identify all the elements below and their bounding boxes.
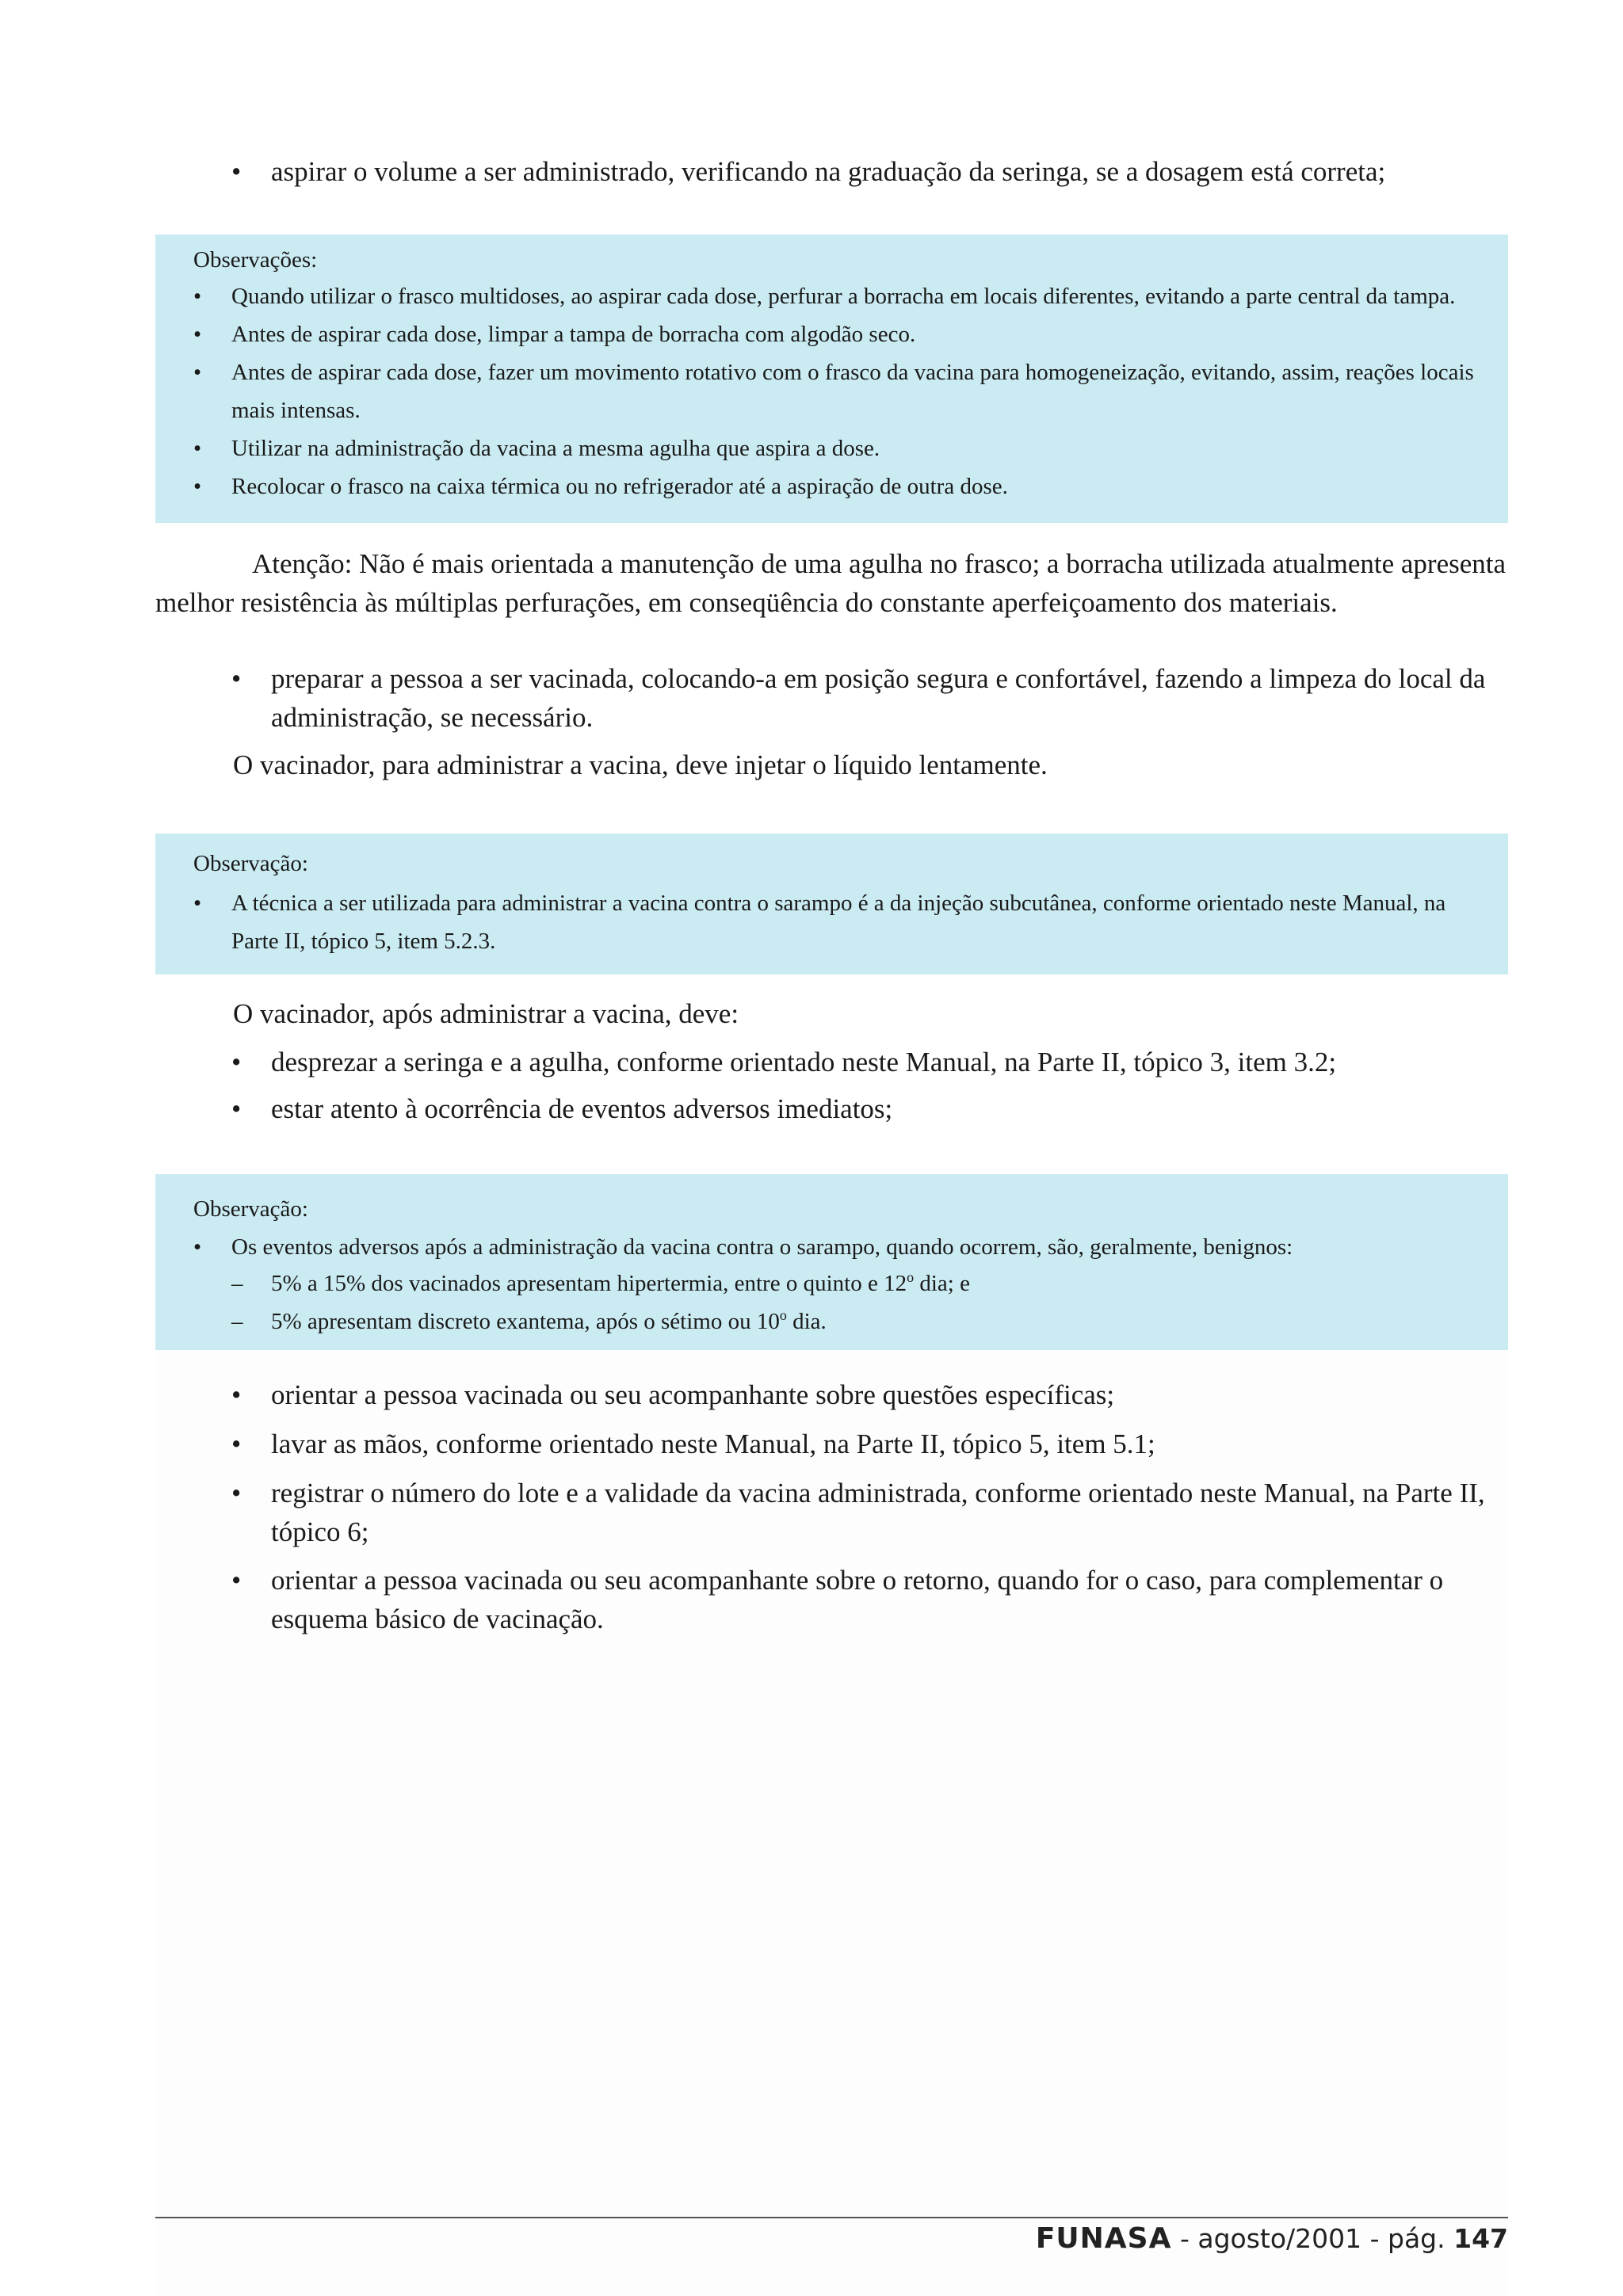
list-item-text: Antes de aspirar cada dose, fazer um movimento rotativo com o frasco da vacina para homogeneização, evitando, assim, reações locais [231,360,1474,385]
page-number: 147 [1453,2223,1508,2254]
list-item-text: administração, se necessário. [271,702,594,733]
vaccinator-paragraph: O vacinador, para administrar a vacina, deve injetar o líquido lentamente. [233,749,1048,780]
bullet-icon: • [193,891,202,916]
list-item [231,1043,1499,1081]
list-item-continuation [155,391,1508,429]
list-item [155,467,1508,505]
bullet-icon: • [193,474,202,499]
list-item-text: orientar a pessoa vacinada ou seu acompanhante sobre o retorno, quando for o caso, para complementar o [271,1565,1444,1596]
list-item [231,659,1515,737]
bullet-icon: • [231,1565,242,1596]
bullet-icon: • [231,663,242,694]
list-item [155,1228,1508,1266]
observation-title: Observação: [193,1196,308,1222]
observation-title: Observação: [193,851,308,876]
list-item [155,429,1508,467]
list-item-text: aspirar o volume a ser administrado, verificando na graduação da seringa, se a dosagem está correta; [271,156,1386,187]
observation-title: Observações: [193,247,318,273]
bullet-icon: • [231,1428,242,1459]
footer-date: - agosto/2001 - pág. [1171,2223,1454,2254]
list-item [231,1561,1515,1638]
list-item-text: Os eventos adversos após a administração da vacina contra o sarampo, quando ocorrem, são, geralmente, benignos: [231,1234,1293,1260]
bullet-icon: • [193,1234,202,1260]
list-item [155,884,1508,960]
bullet-icon: • [193,436,202,461]
attention-line-1: Atenção: Não é mais orientada a manutenção de uma agulha no frasco; a borracha utilizada atualmente apresenta [252,548,1507,579]
bullet-icon: • [231,1478,242,1508]
list-item-text: estar atento à ocorrência de eventos adversos imediatos; [271,1093,893,1124]
sub-list-item-text: 5% a 15% dos vacinados apresentam hipertermia, entre o quinto e 12$^o$ dia; e [271,1269,970,1296]
bullet-icon: • [193,284,202,309]
bullet-icon: • [231,1093,242,1124]
list-item [155,277,1508,315]
list-item-text: Quando utilizar o frasco multidoses, ao aspirar cada dose, perfurar a borracha em locais diferentes, evitando a parte central da tampa. [231,284,1456,309]
page-footer [1036,2223,1508,2255]
list-item-text: A técnica a ser utilizada para administrar a vacina contra o sarampo é a da injeção subcutânea, conforme orientado neste Manual, na [231,891,1446,916]
sub-list-item [155,1264,1508,1302]
list-item-text: desprezar a seringa e a agulha, conforme orientado neste Manual, na Parte II, tópico 3, item 3.2; [271,1047,1337,1077]
footer-rule [155,2217,1508,2218]
dash-icon: – [231,1309,243,1334]
list-item-text: Utilizar na administração da vacina a mesma agulha que aspira a dose. [231,436,880,461]
list-item [155,353,1508,391]
list-item [231,1089,1499,1128]
list-item-text: esquema básico de vacinação. [271,1604,604,1634]
sub-list-item [155,1302,1508,1341]
list-item [231,1425,1499,1463]
bullet-icon: • [231,1379,242,1410]
bullet-icon: • [193,360,202,385]
list-item-text: tópico 6; [271,1516,369,1547]
list-item-text: orientar a pessoa vacinada ou seu acompanhante sobre questões específicas; [271,1379,1115,1410]
after-admin-paragraph: O vacinador, após administrar a vacina, deve: [233,998,739,1029]
list-item-text: Recolocar o frasco na caixa térmica ou no refrigerador até a aspiração de outra dose. [231,474,1008,499]
attention-line-2: melhor resistência às múltiplas perfurações, em conseqüência do constante aperfeiçoamento dos materiais. [155,587,1338,618]
list-item-text: preparar a pessoa a ser vacinada, colocando-a em posição segura e confortável, fazendo a limpeza do local da [271,663,1486,694]
list-item-text: registrar o número do lote e a validade da vacina administrada, conforme orientado neste Manual, na Parte II, [271,1478,1485,1508]
dash-icon: – [231,1271,243,1296]
bullet-icon: • [231,1047,242,1077]
list-item-text: lavar as mãos, conforme orientado neste Manual, na Parte II, tópico 5, item 5.1; [271,1428,1155,1459]
list-item [231,152,1499,191]
list-item [231,1474,1515,1551]
bullet-icon: • [193,322,202,347]
list-item-text: Parte II, tópico 5, item 5.2.3. [231,929,496,954]
list-item [155,315,1508,353]
list-item-text: mais intensas. [231,398,361,423]
observation-box [155,235,1508,523]
observation-box [155,833,1508,974]
sub-list-item-text: 5% apresentam discreto exantema, após o sétimo ou 10$^o$ dia. [271,1307,827,1334]
list-item [231,1375,1499,1414]
list-item-text: Antes de aspirar cada dose, limpar a tampa de borracha com algodão seco. [231,322,916,347]
bullet-icon: • [231,156,242,187]
footer-brand: FUNASA [1035,2222,1172,2255]
observation-box [155,1174,1508,1350]
